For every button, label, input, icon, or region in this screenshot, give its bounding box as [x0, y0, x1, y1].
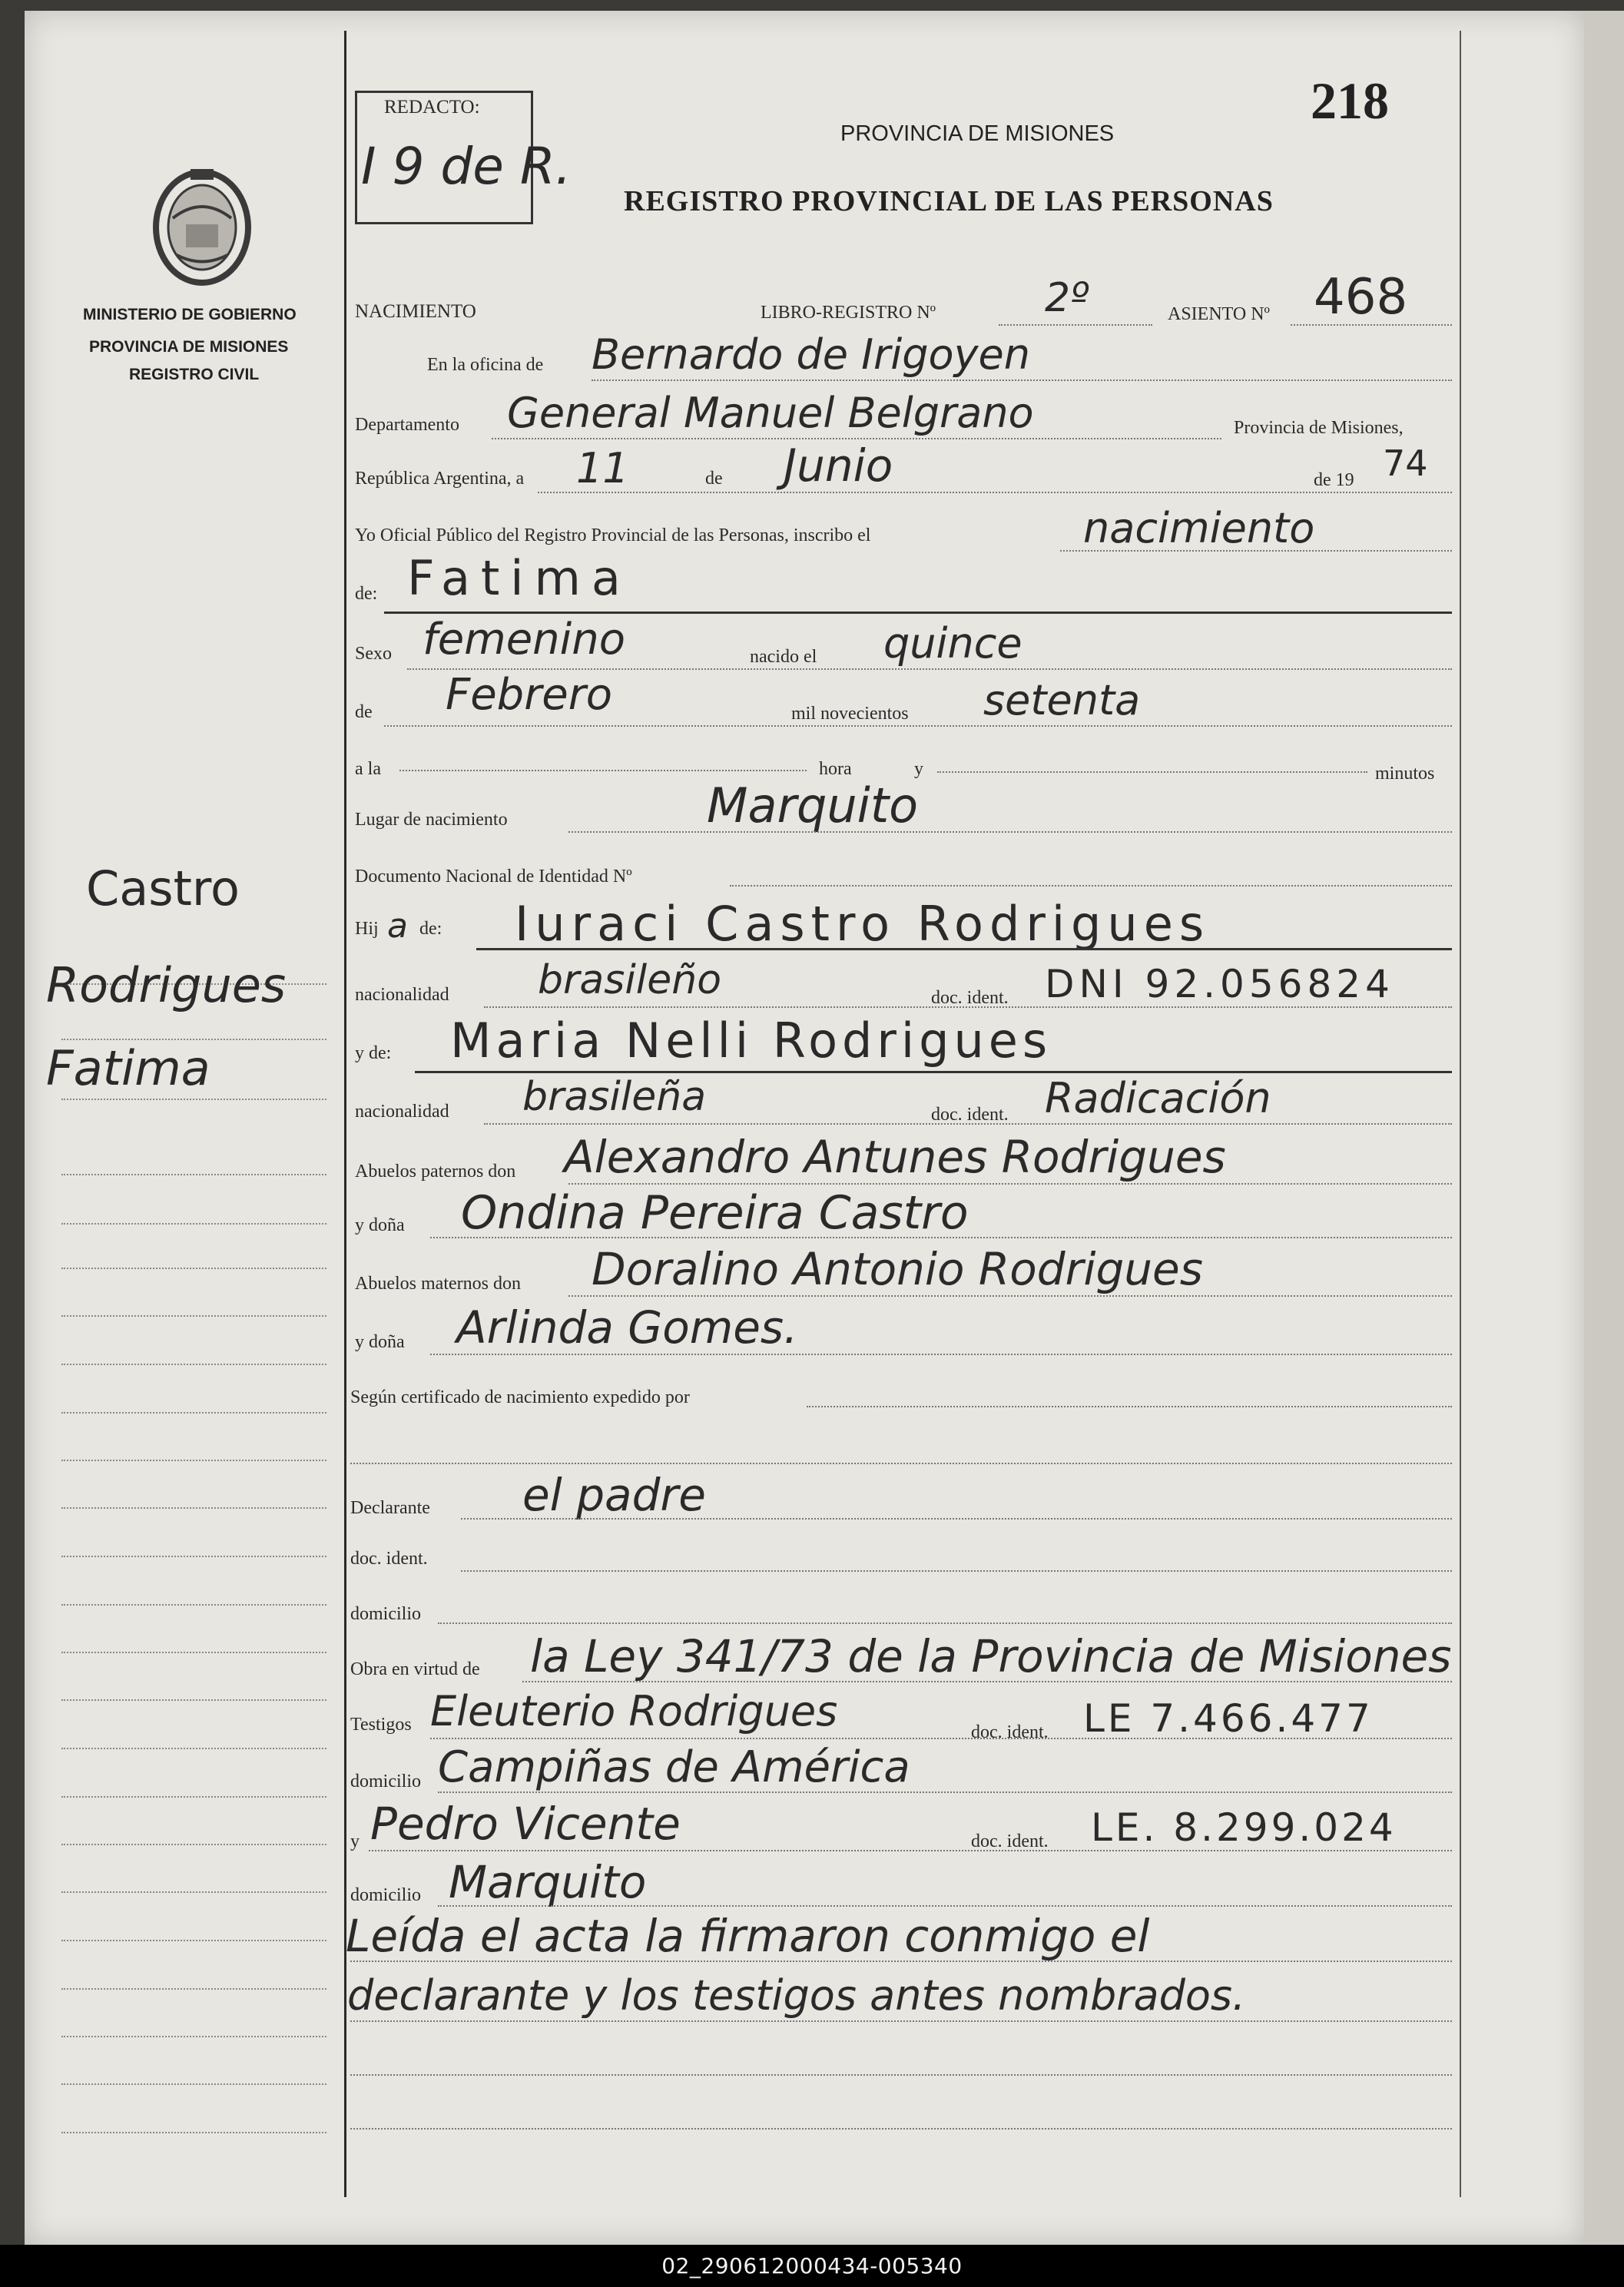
lugar-rule — [568, 831, 1452, 833]
nacido-value: quince — [883, 619, 1022, 668]
anio-value: 74 — [1383, 442, 1428, 484]
abuela-p-rule — [430, 1237, 1452, 1238]
margin-rule — [61, 1268, 326, 1269]
margin-rule — [61, 1556, 326, 1557]
margin-rule — [61, 1099, 326, 1100]
de-label: de — [705, 469, 723, 489]
closing-rule-1 — [350, 1961, 1452, 1962]
anio-label: de 19 — [1314, 470, 1354, 490]
departamento-label: Departamento — [355, 415, 459, 435]
abuela-m-rule — [430, 1354, 1452, 1355]
nombre-value: Fatima — [407, 550, 631, 606]
nacionalidad-padre-label: nacionalidad — [355, 985, 449, 1005]
margin-rule — [61, 1988, 326, 1990]
sexo-value: femenino — [423, 615, 625, 665]
province-heading: PROVINCIA DE MISIONES — [840, 121, 1115, 146]
margin-rule — [61, 1223, 326, 1225]
registry-heading: REGISTRO PROVINCIAL DE LAS PERSONAS — [624, 185, 1274, 217]
segun-rule-2 — [350, 1463, 1452, 1464]
mes-value: Junio — [784, 439, 893, 492]
oficina-value: Bernardo de Irigoyen — [592, 330, 1030, 379]
provincia-label: Provincia de Misiones, — [1234, 418, 1404, 438]
dni-rule — [730, 885, 1452, 887]
mil-label: mil novecientos — [791, 704, 909, 724]
minutos-label: minutos — [1375, 764, 1435, 784]
doc-ident-madre-label: doc. ident. — [931, 1105, 1009, 1125]
mes-nac-rule — [384, 725, 1452, 727]
testigo-2-domicilio: Marquito — [449, 1856, 647, 1908]
margin-rule — [61, 1748, 326, 1749]
abuelos-maternos-label: Abuelos maternos don — [355, 1274, 521, 1294]
yo-oficial-label: Yo Oficial Público del Registro Provincial de las Personas, inscribo el — [355, 525, 871, 545]
nacimiento-label: NACIMIENTO — [355, 301, 476, 322]
margin-rule — [61, 2132, 326, 2133]
republica-label: República Argentina, a — [355, 469, 525, 489]
obra-label: Obra en virtud de — [350, 1659, 480, 1679]
nac-padre-rule — [484, 1006, 1452, 1008]
lugar-label: Lugar de nacimiento — [355, 810, 508, 830]
margin-rule — [61, 1604, 326, 1606]
testigo-1-doc: LE 7.466.477 — [1083, 1696, 1374, 1741]
doc-padre-value: DNI 92.056824 — [1045, 962, 1394, 1006]
padre-rule — [476, 948, 1452, 950]
libro-value: 2º — [1045, 275, 1089, 321]
redacto-label: REDACTO: — [384, 97, 480, 118]
testigos-label: Testigos — [350, 1715, 412, 1735]
testigo-1-domicilio: Campiñas de América — [438, 1742, 910, 1792]
margin-rule — [61, 1315, 326, 1317]
domicilio-testigo-1-label: domicilio — [350, 1772, 421, 1791]
abuelo-p-rule — [568, 1183, 1452, 1185]
margin-rule — [61, 1174, 326, 1175]
margin-rule — [61, 1699, 326, 1701]
testigo-2-rule — [369, 1850, 1452, 1851]
republica-rule — [538, 492, 1452, 493]
coat-of-arms-seal — [146, 164, 258, 286]
margin-rule — [61, 1364, 326, 1365]
abuela-paterna-value: Ondina Pereira Castro — [461, 1186, 969, 1240]
anio-nac-value: setenta — [983, 676, 1141, 724]
minutos-rule — [937, 771, 1367, 773]
segun-rule — [807, 1406, 1452, 1407]
abuelo-paterno-value: Alexandro Antunes Rodrigues — [564, 1131, 1226, 1183]
margin-surname-2: Rodrigues — [46, 957, 287, 1013]
mes-nac-value: Febrero — [446, 670, 612, 720]
hija-label: Hij — [355, 919, 379, 939]
column-divider-right — [1460, 31, 1461, 2197]
declarante-rule — [461, 1518, 1452, 1520]
page-edge — [1584, 11, 1624, 2245]
dia-value: 11 — [576, 444, 629, 492]
margin-rule — [61, 1412, 326, 1414]
y-label: y — [914, 759, 923, 779]
madre-value: Maria Nelli Rodrigues — [450, 1013, 1052, 1069]
testigo-2-dom-rule — [438, 1905, 1452, 1907]
nombre-rule — [384, 612, 1452, 614]
closing-rule-4 — [350, 2128, 1452, 2130]
margin-rule — [61, 1891, 326, 1893]
nacido-label: nacido el — [750, 647, 817, 667]
abuelos-paternos-label: Abuelos paternos don — [355, 1162, 516, 1182]
abuelo-m-rule — [568, 1295, 1452, 1297]
margin-rule — [61, 2083, 326, 2085]
hora-label: hora — [819, 759, 852, 779]
testigo-1-value: Eleuterio Rodrigues — [430, 1687, 838, 1735]
asiento-rule — [1291, 324, 1452, 326]
dni-label: Documento Nacional de Identidad Nº — [355, 867, 632, 887]
hija-a: a — [387, 907, 408, 946]
margin-given-name: Fatima — [46, 1040, 210, 1096]
doc-madre-value: Radicación — [1045, 1074, 1271, 1122]
inscribo-rule — [1060, 550, 1452, 552]
hora-rule — [399, 770, 807, 771]
testigo-1-dom-rule — [438, 1791, 1452, 1793]
ministry-line-3: REGISTRO CIVIL — [129, 366, 260, 383]
obra-value: la Ley 341/73 de la Provincia de Misiones — [530, 1630, 1452, 1682]
closing-rule-2 — [350, 2020, 1452, 2022]
nac-madre-value: brasileña — [522, 1074, 707, 1120]
testigo-2-doc: LE. 8.299.024 — [1091, 1805, 1397, 1850]
doc-ident-declarante-label: doc. ident. — [350, 1549, 428, 1569]
doc-ident-padre-label: doc. ident. — [931, 988, 1009, 1008]
oficina-label: En la oficina de — [427, 355, 544, 375]
nacionalidad-madre-label: nacionalidad — [355, 1102, 449, 1122]
closing-line-2: declarante y los testigos antes nombrados. — [347, 1971, 1246, 2020]
abuelo-materno-value: Doralino Antonio Rodrigues — [592, 1243, 1203, 1295]
sexo-label: Sexo — [355, 644, 392, 664]
page-number: 218 — [1311, 71, 1389, 130]
y-de-label: y de: — [355, 1043, 392, 1063]
margin-rule — [61, 2036, 326, 2037]
testigo-2-value: Pedro Vicente — [370, 1798, 681, 1850]
domicilio-testigo-2-label: domicilio — [350, 1885, 421, 1905]
y-testigo-2-label: y — [350, 1831, 360, 1851]
madre-rule — [415, 1071, 1452, 1073]
segun-label: Según certificado de nacimiento expedido por — [350, 1387, 690, 1407]
inscribo-value: nacimiento — [1083, 504, 1315, 552]
margin-rule — [61, 1796, 326, 1798]
margin-surname-1: Castro — [86, 860, 240, 916]
obra-rule — [522, 1681, 1452, 1682]
margin-rule — [61, 1844, 326, 1845]
doc-declarante-rule — [461, 1570, 1452, 1572]
asiento-value: 468 — [1314, 269, 1408, 326]
doc-ident-testigo-1-label: doc. ident. — [971, 1722, 1049, 1742]
hija-de-label: de: — [419, 919, 442, 939]
testigo-1-rule — [430, 1738, 1452, 1739]
closing-line-1: Leída el acta la firmaron conmigo el — [346, 1910, 1150, 1962]
abuela-materna-value: Arlinda Gomes. — [456, 1301, 798, 1354]
padre-value: Iuraci Castro Rodrigues — [515, 896, 1211, 952]
declarante-label: Declarante — [350, 1498, 430, 1518]
column-divider-left — [344, 31, 346, 2197]
domicilio-declarante-label: domicilio — [350, 1604, 421, 1624]
libro-label: LIBRO-REGISTRO Nº — [761, 303, 936, 323]
lugar-value: Marquito — [707, 777, 919, 834]
asiento-label: ASIENTO Nº — [1168, 304, 1270, 324]
margin-rule — [61, 1507, 326, 1509]
de-nombre-label: de: — [355, 584, 378, 604]
ministry-line-1: MINISTERIO DE GOBIERNO — [83, 306, 297, 323]
doc-ident-testigo-2-label: doc. ident. — [971, 1831, 1049, 1851]
nac-madre-rule — [484, 1123, 1452, 1125]
redacto-value: I 9 de R. — [361, 137, 572, 196]
de-mes-label: de — [355, 702, 373, 722]
declarante-value: el padre — [522, 1469, 706, 1521]
nac-padre-value: brasileño — [538, 957, 722, 1003]
image-identifier: 02_290612000434-005340 — [661, 2253, 963, 2279]
libro-rule — [999, 324, 1152, 326]
closing-rule-3 — [350, 2074, 1452, 2076]
y-dona-paterna-label: y doña — [355, 1215, 405, 1235]
margin-rule — [61, 1652, 326, 1653]
oficina-rule — [592, 380, 1452, 381]
ministry-line-2: PROVINCIA DE MISIONES — [89, 338, 289, 356]
ala-label: a la — [355, 759, 381, 779]
margin-rule — [61, 1940, 326, 1941]
y-dona-materna-label: y doña — [355, 1332, 405, 1352]
domicilio-declarante-rule — [438, 1622, 1452, 1624]
margin-rule — [61, 1460, 326, 1461]
departamento-value: General Manuel Belgrano — [507, 389, 1034, 437]
